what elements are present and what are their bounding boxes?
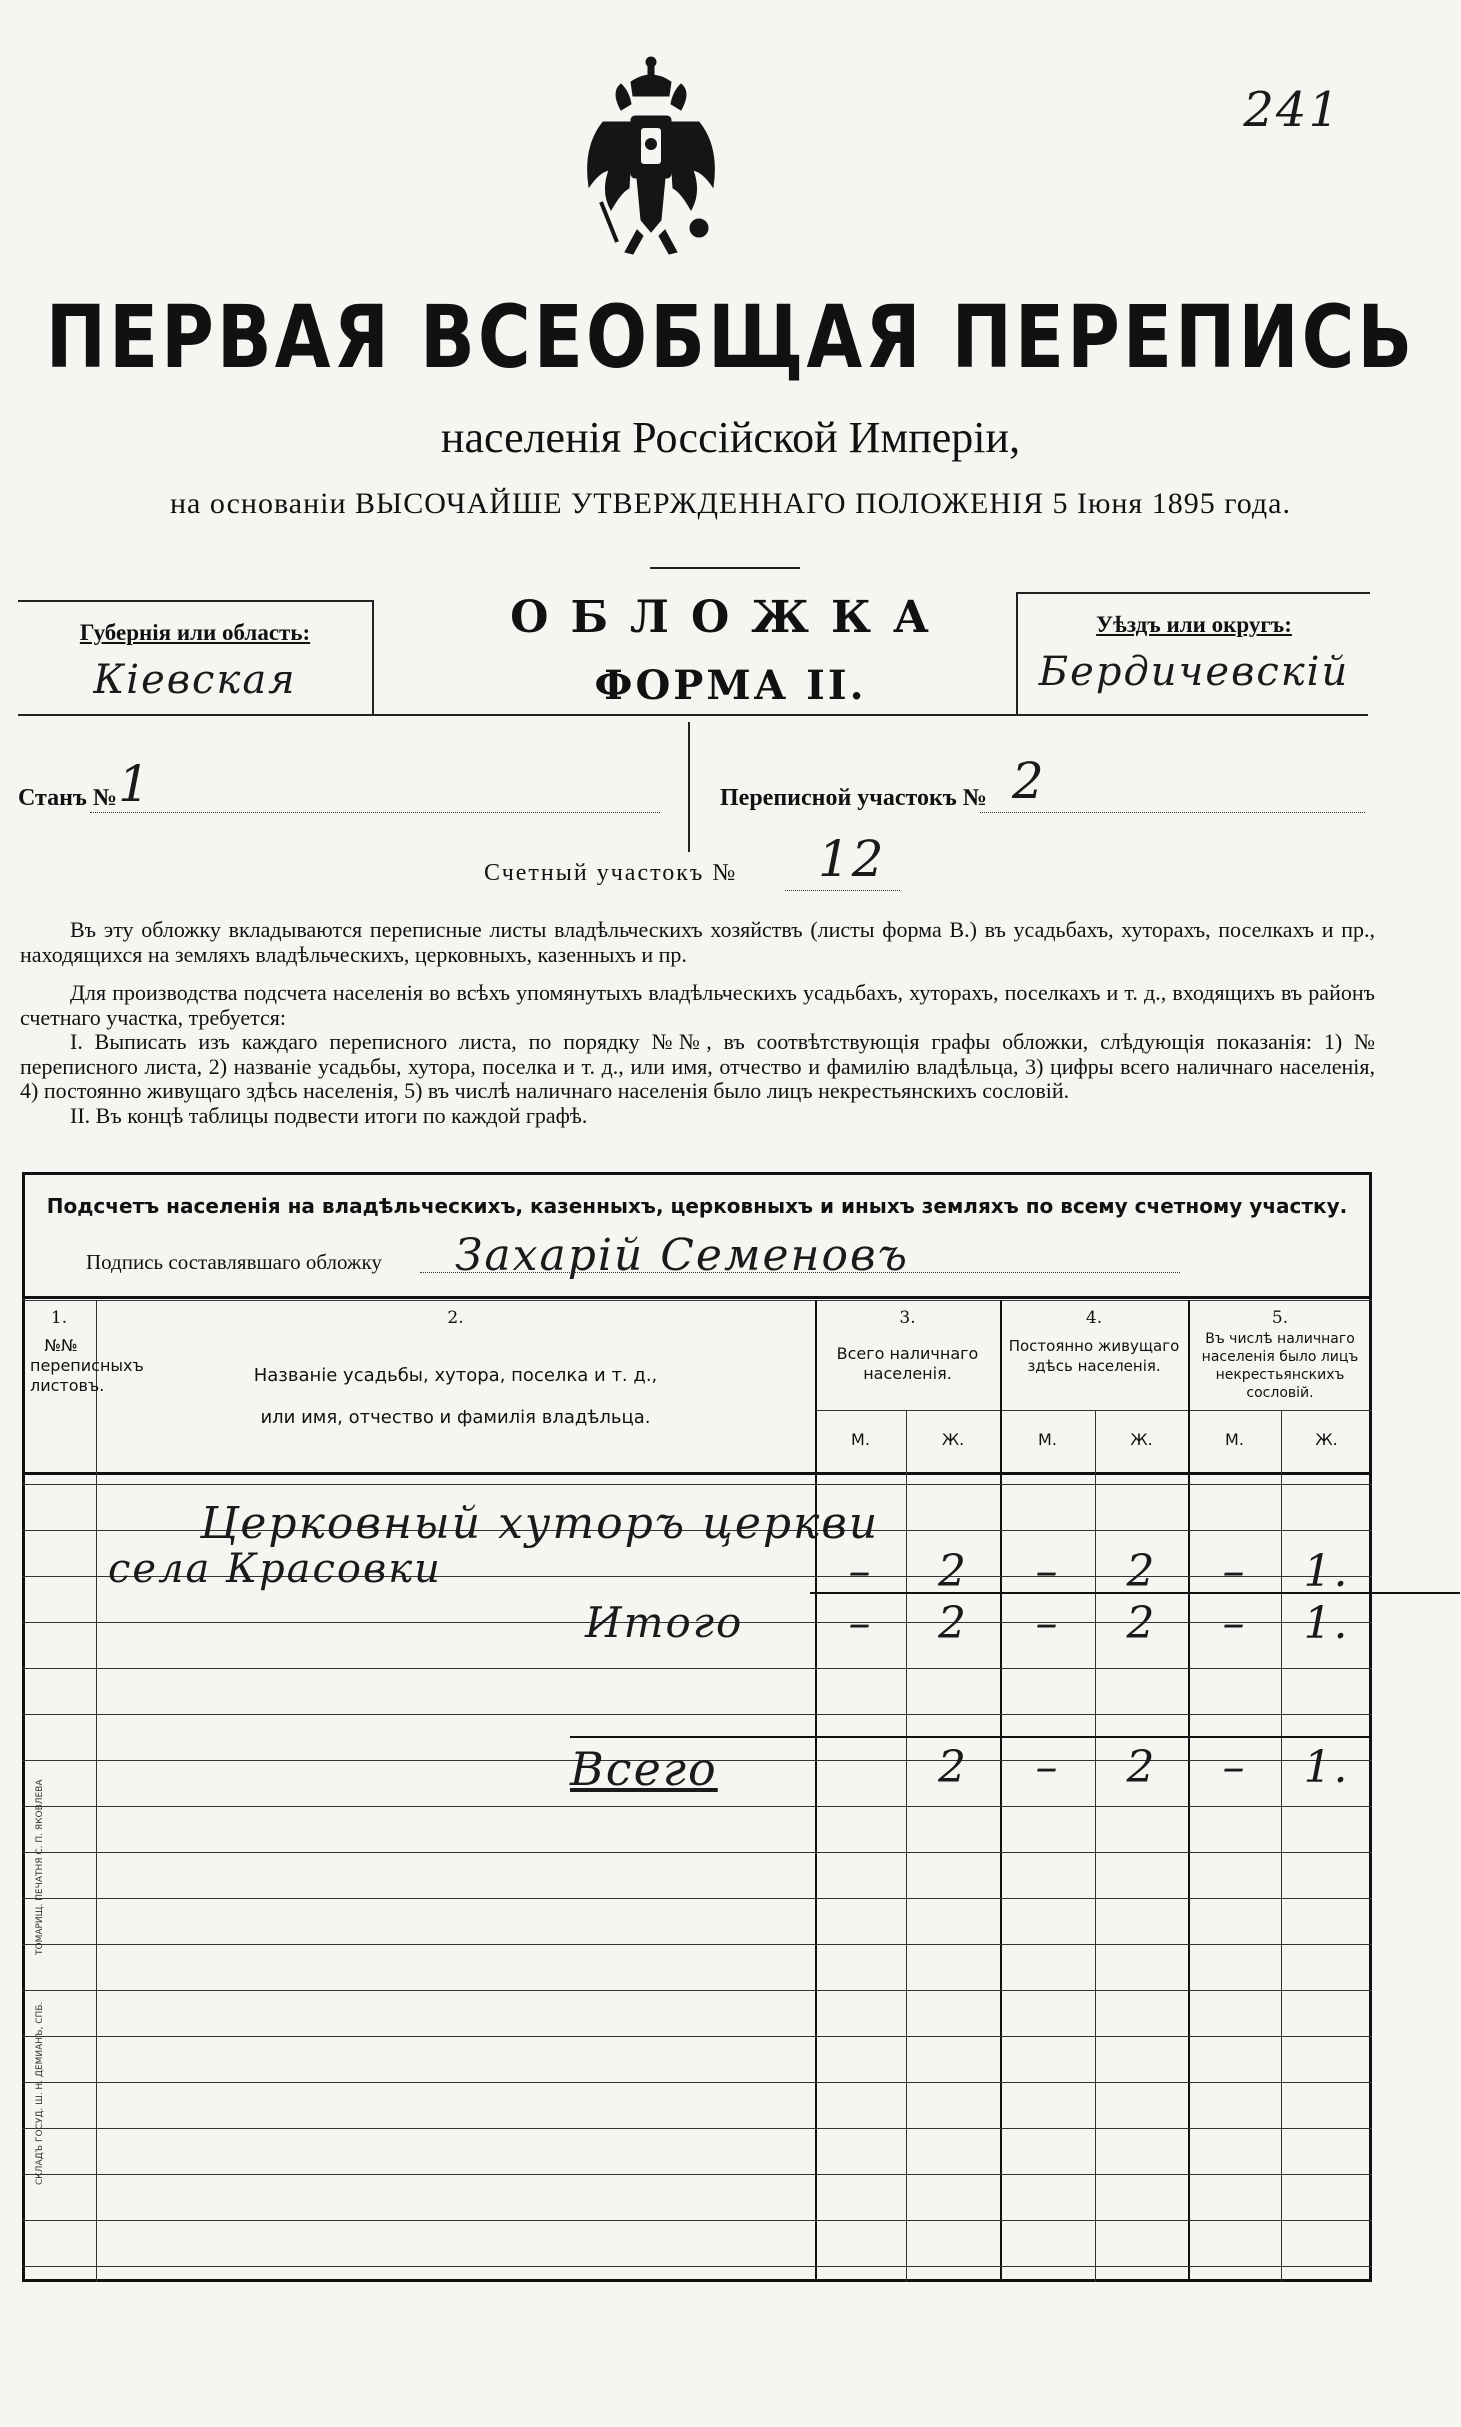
col5-male-header: М. [1225,1430,1244,1449]
uezd-label-text: Уѣздъ или округъ: [1096,612,1292,637]
row-entry-f5: 1. [1303,1546,1350,1597]
table-rule [22,1898,1372,1899]
table-rule [22,2128,1372,2129]
row-itogo-m4: – [1035,1598,1060,1649]
stan-value: 1 [118,755,152,813]
printer-imprint: ТОМАРИЩ. ПЕЧАТНЯ С. П. ЯКОВЛЕВА [35,1779,45,1955]
table-rule [22,1668,1372,1669]
header-top-rule [22,1296,1372,1299]
band-vertical-divider [688,722,690,852]
uezd-label [1018,612,1370,638]
row-vsego-m4: – [1035,1742,1060,1793]
header-top-rule-2 [22,1300,1372,1301]
stan-underline [90,812,660,813]
census-section-value: 2 [1012,752,1046,810]
row-entry-f4: 2 [1126,1546,1157,1597]
row-vsego-name: Всего [570,1742,718,1796]
table-rule [22,1484,1372,1485]
imperial-eagle-emblem [581,52,721,272]
itogo-rule [570,1736,1372,1738]
table-heading: Подсчетъ населенія на владѣльческихъ, казенныхъ, церковныхъ и иныхъ земляхъ по всему счетному участку. [46,1194,1348,1218]
decree-line: на основаніи ВЫСОЧАЙШЕ УТВЕРЖДЕННАГО ПОЛОЖЕНІЯ 5 Іюня 1895 года. [170,487,1291,520]
table-rule [22,1714,1372,1715]
header-bottom-rule [22,1472,1372,1475]
form-title: ФОРМА II. [594,662,867,709]
instruction-paragraph: I. Выписать изъ каждаго переписного листа, по порядку №№, въ соотвѣтствующія графы обложки, слѣдующія показанія: 1) № переписного листа, 2) названіе усадьбы, хутора, поселка и т. д., или имя, отчество и фамилію владѣльца, 3) цифры всего наличнаго населенія, 4) постоянно живущаго здѣсь населенія, 5) въ числѣ наличнаго населенія было лицъ некрестьянскихъ сословій. [20,1029,1375,1103]
col3-male-header: М. [851,1430,870,1449]
signature-value: Захарій Семеновъ [455,1230,909,1281]
col5-female-header: Ж. [1315,1430,1338,1449]
table-rule [22,2082,1372,2083]
counting-section-label: Счетный участокъ № [484,860,738,886]
uezd-value: Бердичевскій [1038,649,1350,695]
uezd-box [1016,592,1370,716]
col2-title-line2: или имя, отчество и фамилія владѣльца. [260,1407,651,1428]
header-sub-rule [815,1410,1372,1411]
row-entry-m3: – [848,1546,873,1597]
col1-title: №№ переписныхъ листовъ. [30,1336,144,1395]
row-entry-f3: 2 [938,1546,968,1597]
divider [650,567,800,569]
row-entry-m4: – [1035,1546,1060,1597]
gubernia-value: Кіевская [93,657,297,703]
row-itogo-name: Итого [585,1598,744,1647]
row-entry-m5: – [1222,1546,1247,1597]
table-rule [22,2220,1372,2221]
col4-title: Постоянно живущаго здѣсь населенія. [1008,1337,1180,1375]
row-itogo-f4: 2 [1126,1598,1157,1649]
table-rule [22,2174,1372,2175]
col4-female-header: Ж. [1130,1430,1153,1449]
signature-underline [420,1272,1180,1273]
col-divider [1281,1410,1282,2282]
row-itogo-m3: – [848,1598,873,1649]
col-divider [906,1410,907,2282]
col3-title: Всего наличнаго населенія. [836,1344,979,1383]
col1-number: 1. [50,1308,68,1328]
counting-section-value: 12 [818,830,886,888]
signature-label: Подпись составлявшаго обложку [86,1250,382,1274]
row-entry-name-line1: Церковный хуторъ церкви [200,1498,880,1549]
col2-title-line1: Названіе усадьбы, хутора, поселка и т. д., [253,1365,658,1386]
table-rule [22,2266,1372,2267]
col5-title: Въ числѣ наличнаго населенія было лицъ некрестьянскихъ сословій. [1201,1331,1359,1401]
table-rule [22,2036,1372,2037]
gubernia-label-text: Губернія или область: [79,620,311,645]
table-rule [22,1944,1372,1945]
row-vsego-f3: 2 [938,1742,968,1793]
row-itogo-f3: 2 [938,1598,968,1649]
census-section-underline [980,812,1365,813]
row-vsego-m5: – [1222,1742,1247,1793]
col3-female-header: Ж. [941,1430,965,1449]
instruction-paragraph: II. Въ концѣ таблицы подвести итоги по каждой графѣ. [70,1102,588,1128]
band-divider [18,714,1368,716]
col5-number: 5. [1271,1308,1289,1328]
census-subtitle: населенія Россійской Имперіи, [440,413,1021,462]
instruction-paragraph: Для производства подсчета населенія во всѣхъ упомянутыхъ владѣльческихъ усадьбахъ, хуторахъ, поселкахъ и т. д., входящихъ въ районъ счетнаго участка, требуется: [20,980,1375,1030]
col-divider [1095,1410,1096,2282]
row-itogo-m5: – [1222,1598,1247,1649]
col4-number: 4. [1085,1308,1103,1328]
supply-imprint: СКЛАДЪ ГОСУД. Ш. Н. ДЕМИАНЪ, СПБ. [35,2001,45,2185]
instructions [20,918,1375,1128]
row-entry-name-line2: села Красовки [108,1546,442,1592]
table-rule [22,1806,1372,1807]
row-itogo-f5: 1. [1303,1598,1350,1649]
counting-section-underline [785,890,900,891]
stan-label: Станъ № [18,785,118,811]
table-rule [22,1990,1372,1991]
instruction-paragraph: Въ эту обложку вкладываются переписные листы владѣльческихъ хозяйствъ (листы форма В.) въ усадьбахъ, хуторахъ, поселкахъ и пр., находящихся на земляхъ владѣльческихъ, церковныхъ, казенныхъ и пр. [20,917,1375,967]
page-number: 241 [1243,82,1341,138]
col2-number: 2. [447,1308,464,1328]
col3-number: 3. [899,1308,916,1328]
cover-title: ОБЛОЖКА [510,592,951,643]
row-vsego-f4: 2 [1126,1742,1157,1793]
col4-male-header: М. [1038,1430,1057,1449]
table-rule [22,1852,1372,1853]
row-vsego-f5: 1. [1303,1742,1350,1793]
census-title: ПЕРВАЯ ВСЕОБЩАЯ ПЕРЕПИСЬ [45,286,1416,388]
col-divider [96,1300,97,2282]
census-section-label: Переписной участокъ № [720,785,987,811]
